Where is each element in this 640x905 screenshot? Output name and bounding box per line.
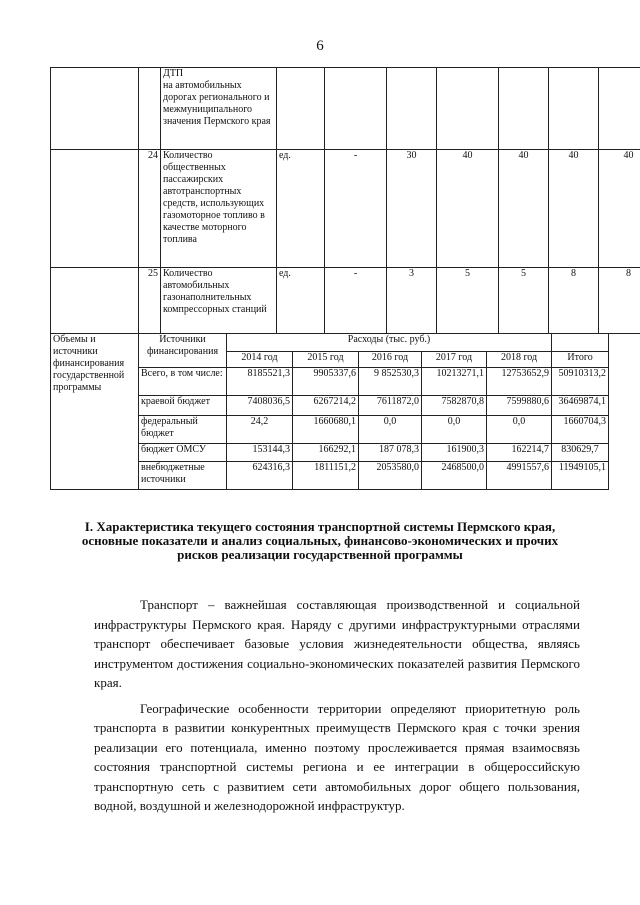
amount: 50910313,2 [552, 368, 609, 396]
row-number: 25 [139, 268, 161, 334]
amount: 624316,3 [227, 462, 293, 490]
amount: 2053580,0 [359, 462, 422, 490]
page-number: 6 [316, 38, 324, 54]
indicator-value: 3 [387, 268, 437, 334]
source-name: бюджет ОМСУ [139, 444, 227, 462]
indicator-value: 40 [437, 150, 499, 268]
year-header: 2014 год [227, 352, 293, 368]
table-row [51, 150, 640, 268]
source-name: внебюджетные источники [139, 462, 227, 490]
year-header: 2018 год [487, 352, 552, 368]
indicator-value: 30 [387, 150, 437, 268]
amount: 7582870,8 [422, 396, 487, 416]
amount: 1660704,3 [552, 416, 609, 444]
table-row [51, 268, 640, 334]
amount: 7408036,5 [227, 396, 293, 416]
indicator-value: 40 [499, 150, 549, 268]
amount: 0,0 [359, 416, 422, 444]
amount: 11949105,1 [552, 462, 609, 490]
indicators-table [50, 67, 640, 334]
paragraph: Транспорт – важнейшая составляющая производственной и социальной инфраструктуры Пермского края. Наряду с другими инфраструктурными отраслями транспорт обеспечивает базовые условия жизнедеятельности общества, являясь инструментом достижения социально-экономических показателей развития Пермского края. [94, 597, 580, 690]
amount: 2468500,0 [422, 462, 487, 490]
amount: 161900,3 [422, 444, 487, 462]
paragraph: Географические особенности территории определяют приоритетную роль транспорта в развитии конкурентных преимуществ Пермского края с точки зрения реализации его потенциала, именно поэтому прослеживается прямая взаимосвязь состояния транспортной системы региона и ее интеграции в общероссийскую транспортную сеть с развитием сети автомобильных дорог общего пользования, водной, воздушной и железнодорожной инфраструктур. [94, 700, 580, 813]
year-header: 2016 год [359, 352, 422, 368]
finance-row-label: Объемы и источники финансирования государственной программы [51, 334, 139, 490]
amount: 36469874,1 [552, 396, 609, 416]
indicator-value: 40 [549, 150, 599, 268]
indicator-value: 5 [499, 268, 549, 334]
amount: 9 852530,3 [359, 368, 422, 396]
table-row [51, 68, 640, 150]
year-header: 2017 год [422, 352, 487, 368]
indicator-name-continued: ДТП на автомобильных дорогах регионального и межмуниципального значения Пермского края [161, 68, 277, 150]
amount: 8185521,3 [227, 368, 293, 396]
amount: 7611872,0 [359, 396, 422, 416]
indicator-value: 5 [437, 268, 499, 334]
indicator-name: Количество общественных пассажирских автотранспортных средств, использующих газомоторное топливо в качестве моторного топлива [161, 150, 277, 268]
amount: 1811151,2 [293, 462, 359, 490]
amount: 0,0 [487, 416, 552, 444]
amount: 12753652,9 [487, 368, 552, 396]
amount: 166292,1 [293, 444, 359, 462]
amount: 0,0 [422, 416, 487, 444]
source-name: федеральный бюджет [139, 416, 227, 444]
source-name: краевой бюджет [139, 396, 227, 416]
indicator-value: 40 [599, 150, 640, 268]
section-title: I. Характеристика текущего состояния транспортной системы Пермского края, основные показатели и анализ социальных, финансово-экономических и прочих рисков реализации государственной программы [81, 519, 559, 562]
year-header: 2015 год [293, 352, 359, 368]
amount: 162214,7 [487, 444, 552, 462]
amount: 9905337,6 [293, 368, 359, 396]
expenses-header: Расходы (тыс. руб.) [227, 334, 552, 352]
body-text [94, 595, 580, 816]
amount: 187 078,3 [359, 444, 422, 462]
amount: 10213271,1 [422, 368, 487, 396]
total-header: Итого [552, 352, 609, 368]
amount: 153144,3 [227, 444, 293, 462]
indicator-value: 8 [549, 268, 599, 334]
indicator-unit: ед. [277, 150, 325, 268]
amount: 24,2 [227, 416, 293, 444]
amount: 830629,7 [552, 444, 609, 462]
indicator-unit: ед. [277, 268, 325, 334]
amount: 1660680,1 [293, 416, 359, 444]
amount: 7599880,6 [487, 396, 552, 416]
amount: 6267214,2 [293, 396, 359, 416]
indicator-base: - [325, 150, 387, 268]
indicator-base: - [325, 268, 387, 334]
row-number: 24 [139, 150, 161, 268]
source-name: Всего, в том числе: [139, 368, 227, 396]
indicator-name: Количество автомобильных газонаполнительных компрессорных станций [161, 268, 277, 334]
finance-table [50, 333, 609, 490]
indicator-value: 8 [599, 268, 640, 334]
amount: 4991557,6 [487, 462, 552, 490]
sources-header: Источники финансирования [139, 334, 227, 368]
